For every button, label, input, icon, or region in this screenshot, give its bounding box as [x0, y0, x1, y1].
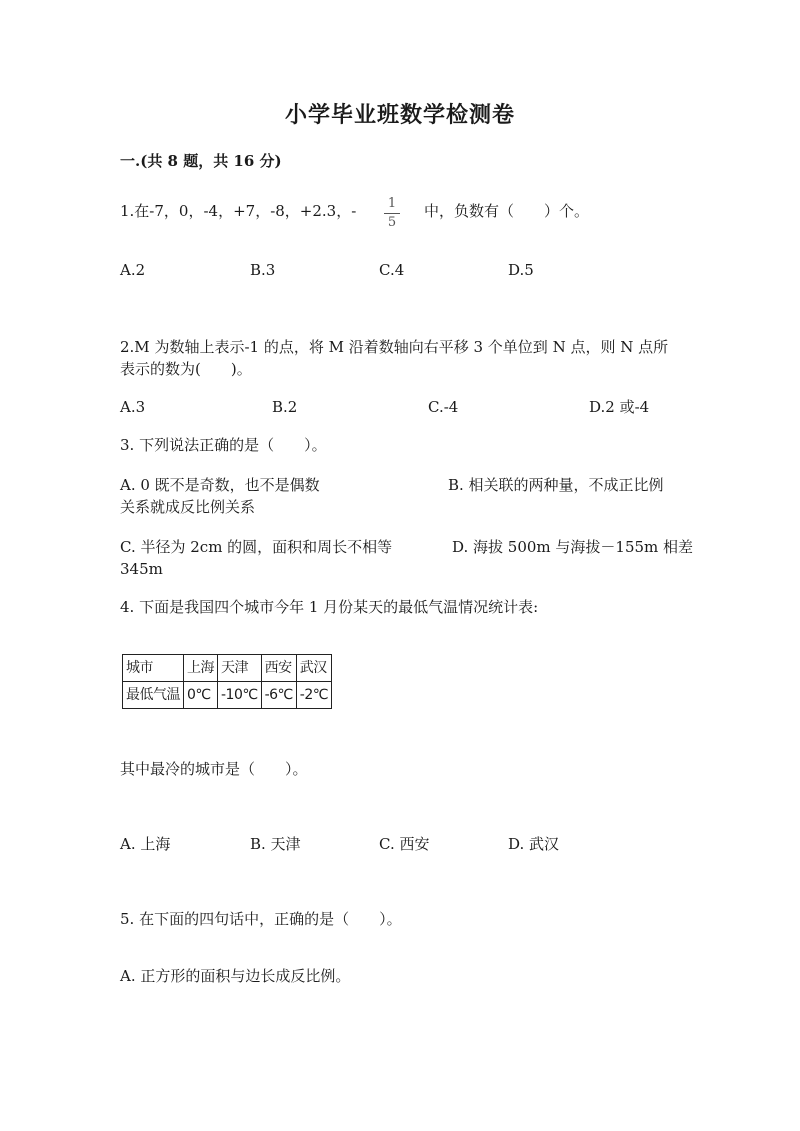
q4-stem: 4. 下面是我国四个城市今年 1 月份某天的最低气温情况统计表: — [120, 598, 539, 616]
q2-option-a: A.3 — [120, 398, 146, 416]
table-cell: -6℃ — [261, 682, 296, 709]
q1-option-a: A.2 — [120, 261, 146, 279]
q1-option-b: B.3 — [250, 261, 276, 279]
q1-fraction — [383, 197, 401, 230]
q5-option-a: A. 正方形的面积与边长成反比例。 — [120, 967, 351, 985]
q3-option-a: A. 0 既不是奇数，也不是偶数 — [120, 476, 320, 494]
q1-option-d: D.5 — [508, 261, 534, 279]
q1-stem-before: 1.在-7，0，-4，+7，-8，+2.3，- — [120, 202, 357, 220]
q1-fraction-denominator: 5 — [387, 215, 397, 230]
q4-option-d: D. 武汉 — [508, 835, 560, 853]
fraction-bar — [384, 213, 400, 214]
q2-stem-line2: 表示的数为( )。 — [120, 360, 252, 378]
q2-option-b: B.2 — [272, 398, 298, 416]
table-cell: 武汉 — [296, 655, 331, 682]
q3-option-c: C. 半径为 2cm 的圆，面积和周长不相等 — [120, 538, 393, 556]
q3-option-b-line1: B. 相关联的两种量，不成正比例 — [448, 476, 664, 494]
q4-option-b: B. 天津 — [250, 835, 301, 853]
q4-question: 其中最冷的城市是（ ）。 — [120, 760, 308, 778]
table-cell: 上海 — [184, 655, 218, 682]
table-cell: 城市 — [123, 655, 184, 682]
q2-option-c: C.-4 — [428, 398, 459, 416]
section-heading: 一.(共 8 题，共 16 分) — [120, 152, 282, 170]
temperature-table — [122, 654, 332, 709]
q1-option-c: C.4 — [379, 261, 405, 279]
q2-stem-line1: 2.M 为数轴上表示-1 的点，将 M 沿着数轴向右平移 3 个单位到 N 点，则 N 点所 — [120, 338, 669, 356]
table-cell: 0℃ — [184, 682, 218, 709]
table-cell: 西安 — [261, 655, 296, 682]
q3-stem: 3. 下列说法正确的是（ ）。 — [120, 436, 327, 454]
table-cell: 最低气温 — [123, 682, 184, 709]
q5-stem: 5. 在下面的四句话中，正确的是（ ）。 — [120, 910, 402, 928]
table-cell: 天津 — [218, 655, 262, 682]
q3-option-d-line2: 345m — [120, 560, 163, 578]
q3-option-b-line2: 关系就成反比例关系 — [120, 498, 256, 516]
table-row — [123, 682, 332, 709]
table-cell: -10℃ — [218, 682, 262, 709]
q2-option-d: D.2 或-4 — [589, 398, 650, 416]
table-cell: -2℃ — [296, 682, 331, 709]
q4-option-c: C. 西安 — [379, 835, 430, 853]
q1-fraction-numerator: 1 — [387, 196, 397, 211]
page-title: 小学毕业班数学检测卷 — [284, 102, 515, 128]
q4-option-a: A. 上海 — [120, 835, 171, 853]
q3-option-d-line1: D. 海拔 500m 与海拔－155m 相差 — [452, 538, 694, 556]
table-row — [123, 655, 332, 682]
q1-stem-after: 中，负数有（ ）个。 — [424, 202, 590, 220]
